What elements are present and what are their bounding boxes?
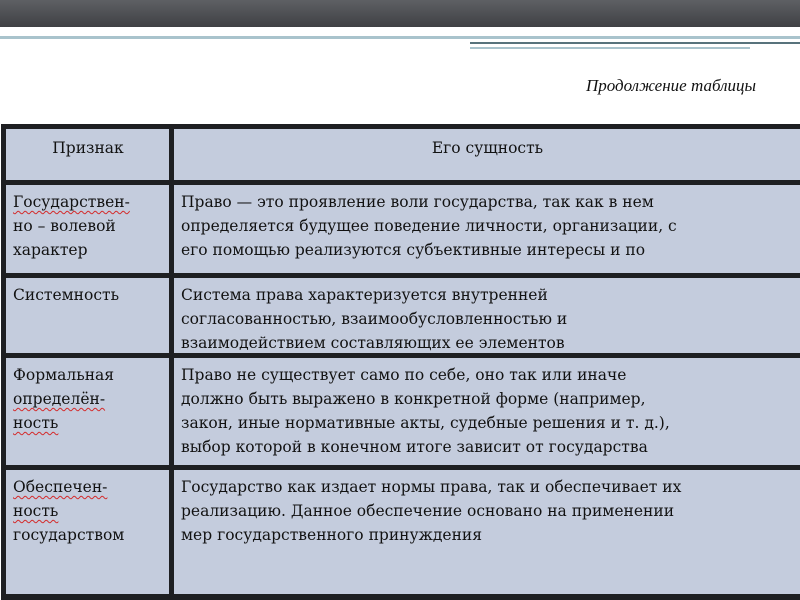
essence-line: Государство как издает нормы права, так и обеспечивает их (181, 478, 682, 496)
feature-line: Обеспечен- (13, 478, 108, 496)
essence-line: закон, иные нормативные акты, судебные решения и т. д.), (181, 414, 670, 432)
header-cell-essence: Его сущность (174, 129, 800, 180)
essence-cell (174, 278, 800, 353)
decor-stripe (470, 47, 750, 49)
essence-line: согласованностью, взаимообусловленностью и (181, 310, 568, 328)
decor-stripe (0, 36, 800, 39)
essence-line: его помощью реализуются субъективные интересы и по (181, 241, 646, 259)
essence-line: мер государственного принуждения (181, 526, 483, 544)
essence-cell (174, 470, 800, 594)
essence-line: определяется будущее поведение личности, организации, с (181, 217, 677, 235)
essence-line: Право не существует само по себе, оно так или иначе (181, 366, 627, 384)
header-cell-feature: Признак (6, 129, 169, 180)
feature-line: ность (13, 414, 59, 432)
table-continuation-label: Продолжение таблицы (585, 76, 756, 95)
features-table (1, 124, 800, 600)
feature-cell (6, 185, 169, 273)
essence-line: Система права характеризуется внутренней (181, 286, 548, 304)
essence-line: выбор которой в конечном итоге зависит от государства (181, 438, 648, 456)
feature-cell (6, 470, 169, 594)
essence-cell (174, 185, 800, 273)
feature-line: ность (13, 502, 59, 520)
table-row (1, 278, 800, 353)
essence-cell (174, 358, 800, 465)
feature-line: определён- (13, 390, 106, 408)
table-header-row (1, 129, 800, 180)
essence-line: должно быть выражено в конкретной форме (например, (181, 390, 646, 408)
feature-line: Системность (13, 286, 120, 304)
table-row (1, 470, 800, 594)
decor-stripe-accent (470, 42, 800, 44)
feature-line: но – волевой (13, 217, 116, 235)
feature-line: государством (13, 526, 125, 544)
essence-line: Право — это проявление воли государства, так как в нем (181, 193, 654, 211)
essence-line: взаимодействием составляющих ее элементов (181, 334, 565, 352)
feature-line: характер (13, 241, 88, 259)
table-row (1, 358, 800, 465)
feature-line: Государствен- (13, 193, 130, 211)
feature-line: Формальная (13, 366, 115, 384)
feature-cell (6, 358, 169, 465)
essence-line: реализацию. Данное обеспечение основано на применении (181, 502, 675, 520)
table-row (1, 185, 800, 273)
feature-cell (6, 278, 169, 353)
top-header-bar (0, 0, 800, 27)
